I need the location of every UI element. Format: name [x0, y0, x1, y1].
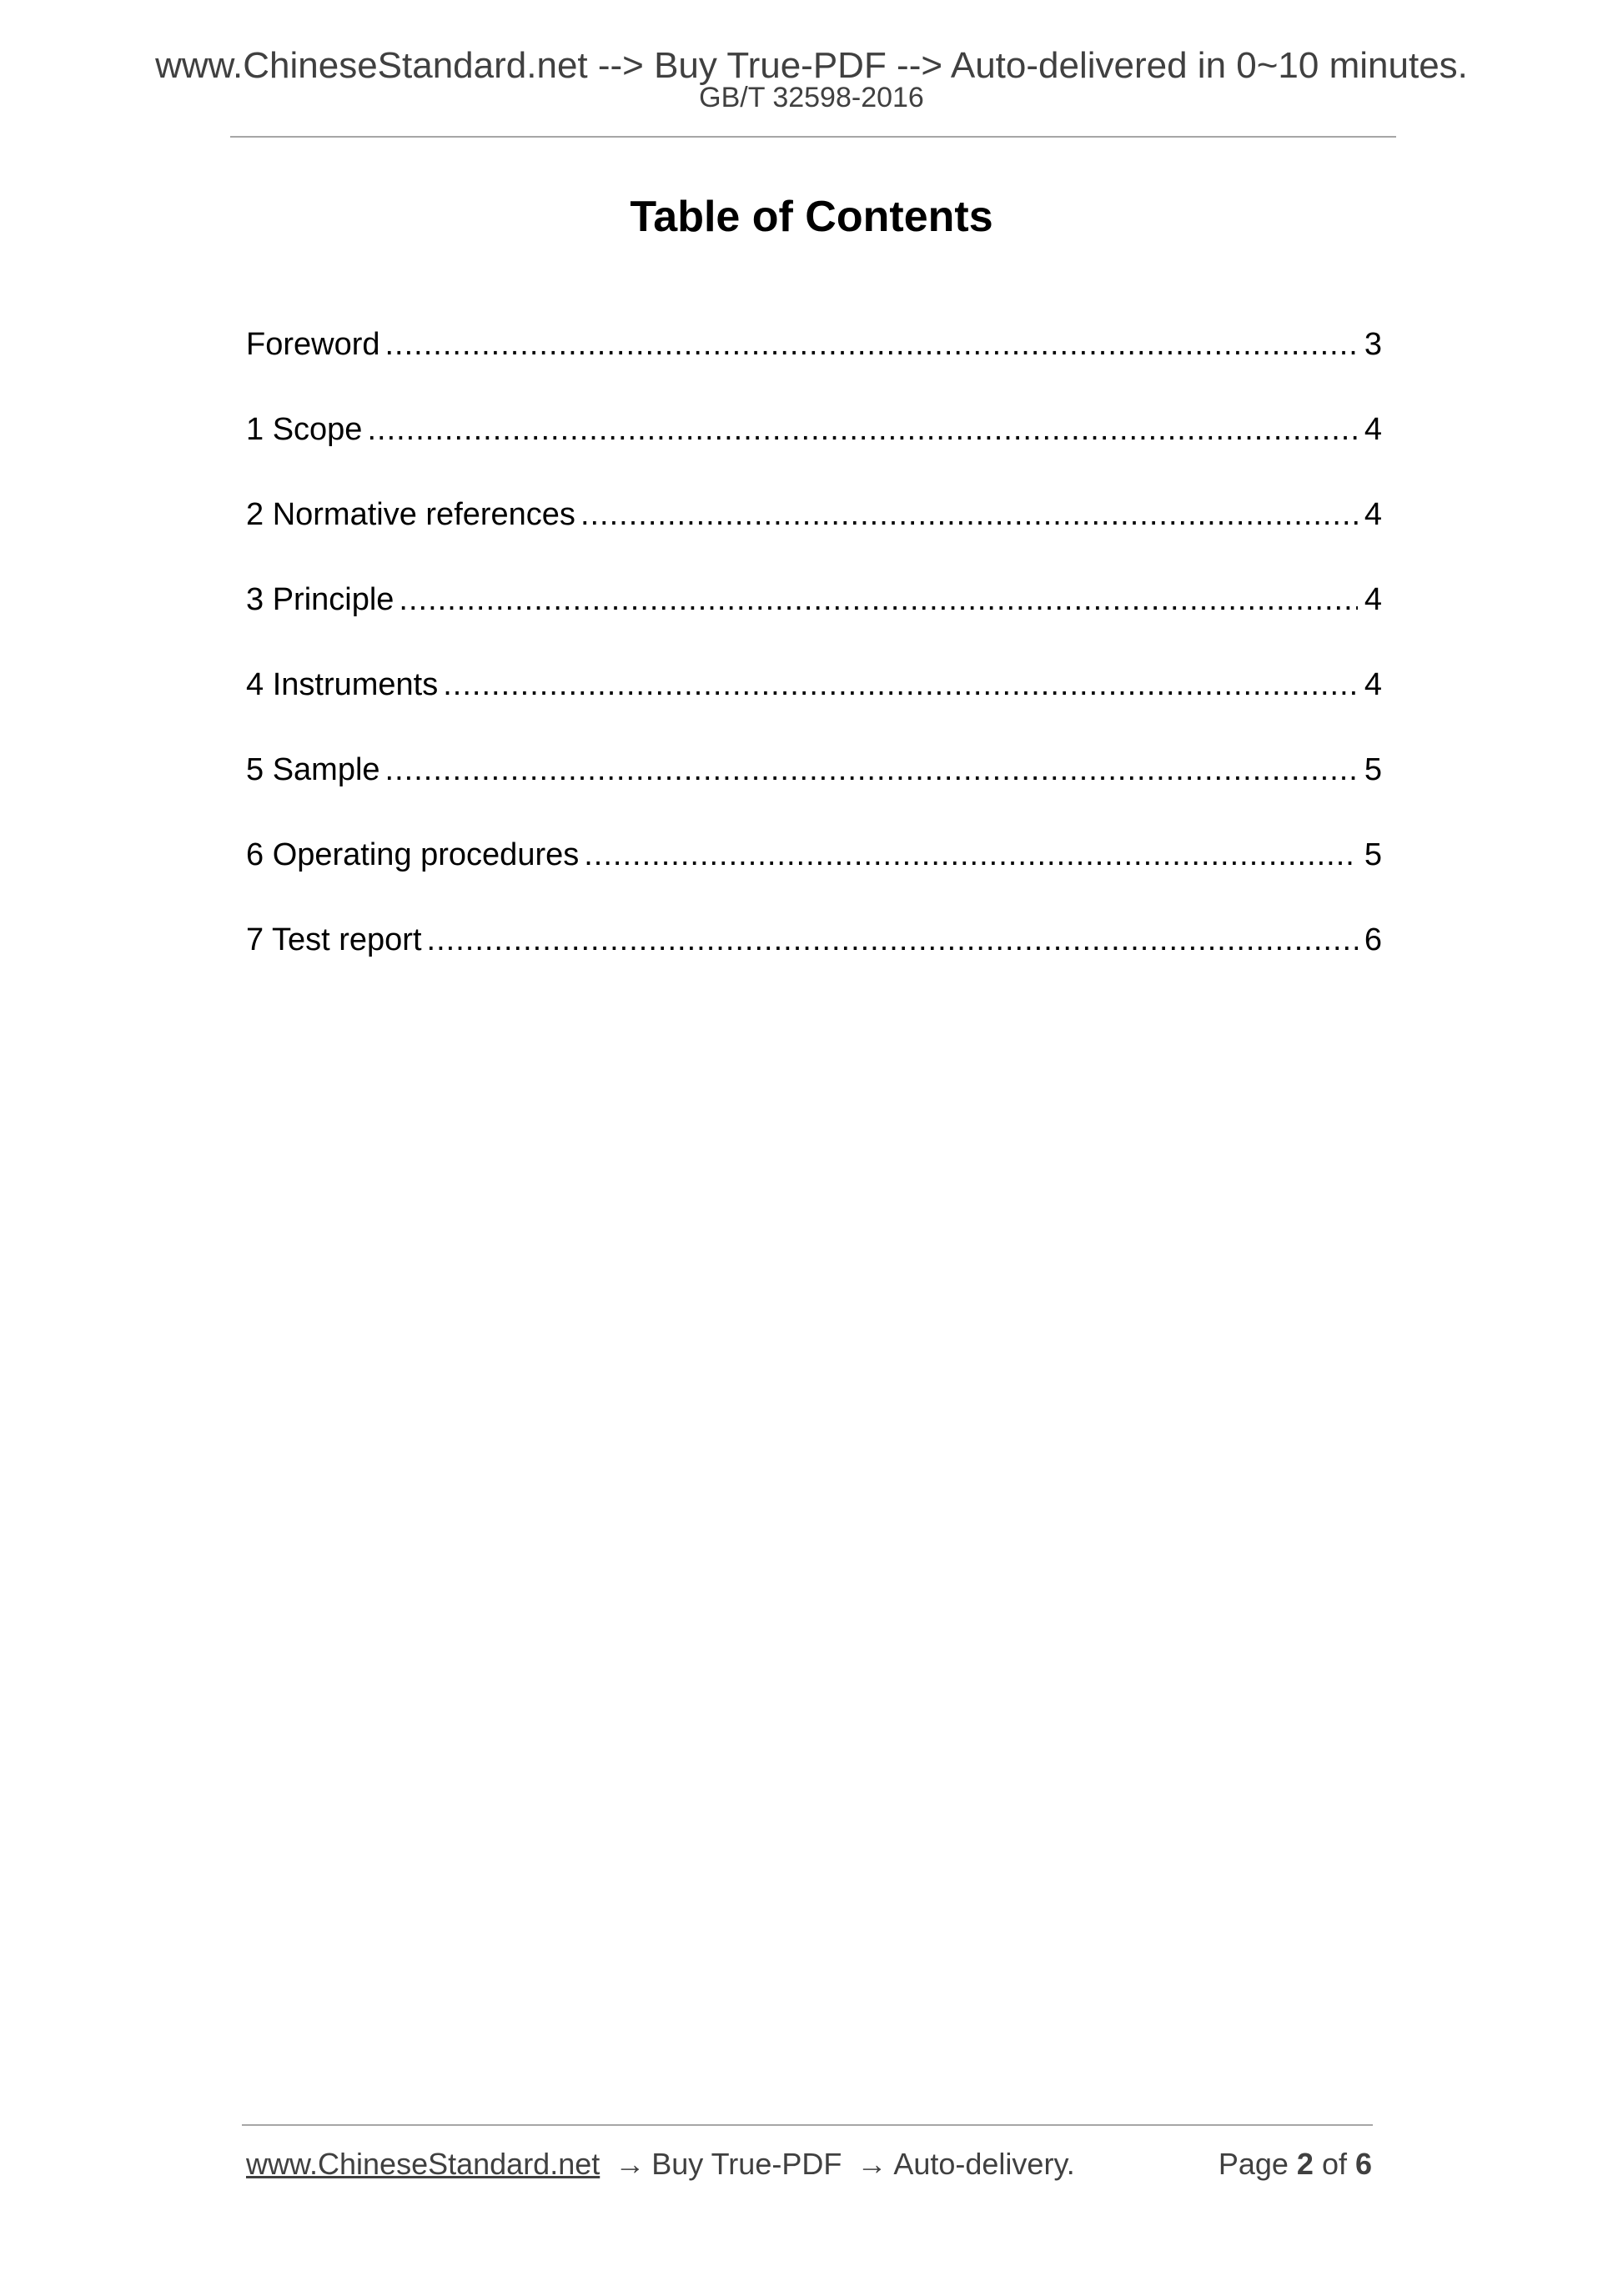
toc-entry-foreword[interactable] [246, 324, 1382, 409]
header-divider [230, 136, 1396, 138]
toc-entry-scope[interactable] [246, 409, 1382, 494]
footer-buy-text: Buy True-PDF [651, 2147, 842, 2181]
toc-entry-page: 3 [1364, 327, 1382, 362]
total-pages-number: 6 [1354, 2147, 1372, 2181]
toc-entry-label: 4 Instruments [246, 667, 439, 702]
toc-entry-test-report[interactable] [246, 919, 1382, 1004]
toc-dot-leader [443, 664, 1358, 706]
toc-entry-page: 4 [1364, 582, 1382, 617]
toc-entry-label: Foreword [246, 327, 380, 362]
toc-entry-instruments[interactable] [246, 664, 1382, 749]
of-word: of [1321, 2147, 1347, 2181]
toc-entry-label: 7 Test report [246, 922, 422, 957]
toc-entry-operating-procedures[interactable] [246, 834, 1382, 919]
toc-entry-label: 5 Sample [246, 752, 380, 787]
toc-dot-leader [367, 409, 1357, 450]
page-footer [246, 2143, 1372, 2185]
toc-dot-leader [580, 494, 1358, 535]
toc-entry-label: 3 Principle [246, 582, 394, 617]
toc-entry-label: 2 Normative references [246, 497, 575, 532]
footer-left [246, 2143, 1075, 2185]
arrow-right-icon: → [615, 2147, 646, 2181]
arrow-right-icon: → [857, 2147, 887, 2181]
toc-entry-label: 1 Scope [246, 412, 363, 447]
footer-delivery-text: Auto-delivery. [893, 2147, 1075, 2181]
toc-dot-leader [385, 749, 1358, 791]
toc-entry-page: 5 [1364, 752, 1382, 787]
toc-dot-leader [427, 919, 1358, 961]
header-banner: www.ChineseStandard.net --> Buy True-PDF --> Auto-delivered in 0~10 minutes. [155, 45, 1468, 86]
page-word: Page [1218, 2147, 1289, 2181]
toc-entry-sample[interactable] [246, 749, 1382, 834]
toc-list [246, 324, 1382, 1004]
footer-divider [242, 2124, 1373, 2126]
toc-entry-page: 4 [1364, 412, 1382, 447]
toc-entry-page: 5 [1364, 837, 1382, 872]
toc-dot-leader [584, 834, 1358, 876]
toc-entry-label: 6 Operating procedures [246, 837, 580, 872]
toc-dot-leader [385, 324, 1358, 365]
toc-entry-page: 4 [1364, 667, 1382, 702]
footer-site-link[interactable]: www.ChineseStandard.net [246, 2147, 600, 2181]
current-page-number: 2 [1296, 2147, 1314, 2181]
toc-dot-leader [399, 579, 1357, 620]
toc-entry-page: 6 [1364, 922, 1382, 957]
document-code: GB/T 32598-2016 [699, 82, 924, 113]
toc-entry-normative-references[interactable] [246, 494, 1382, 579]
toc-title: Table of Contents [630, 193, 993, 241]
toc-entry-page: 4 [1364, 497, 1382, 532]
page-indicator [1219, 2143, 1372, 2185]
toc-entry-principle[interactable] [246, 579, 1382, 664]
